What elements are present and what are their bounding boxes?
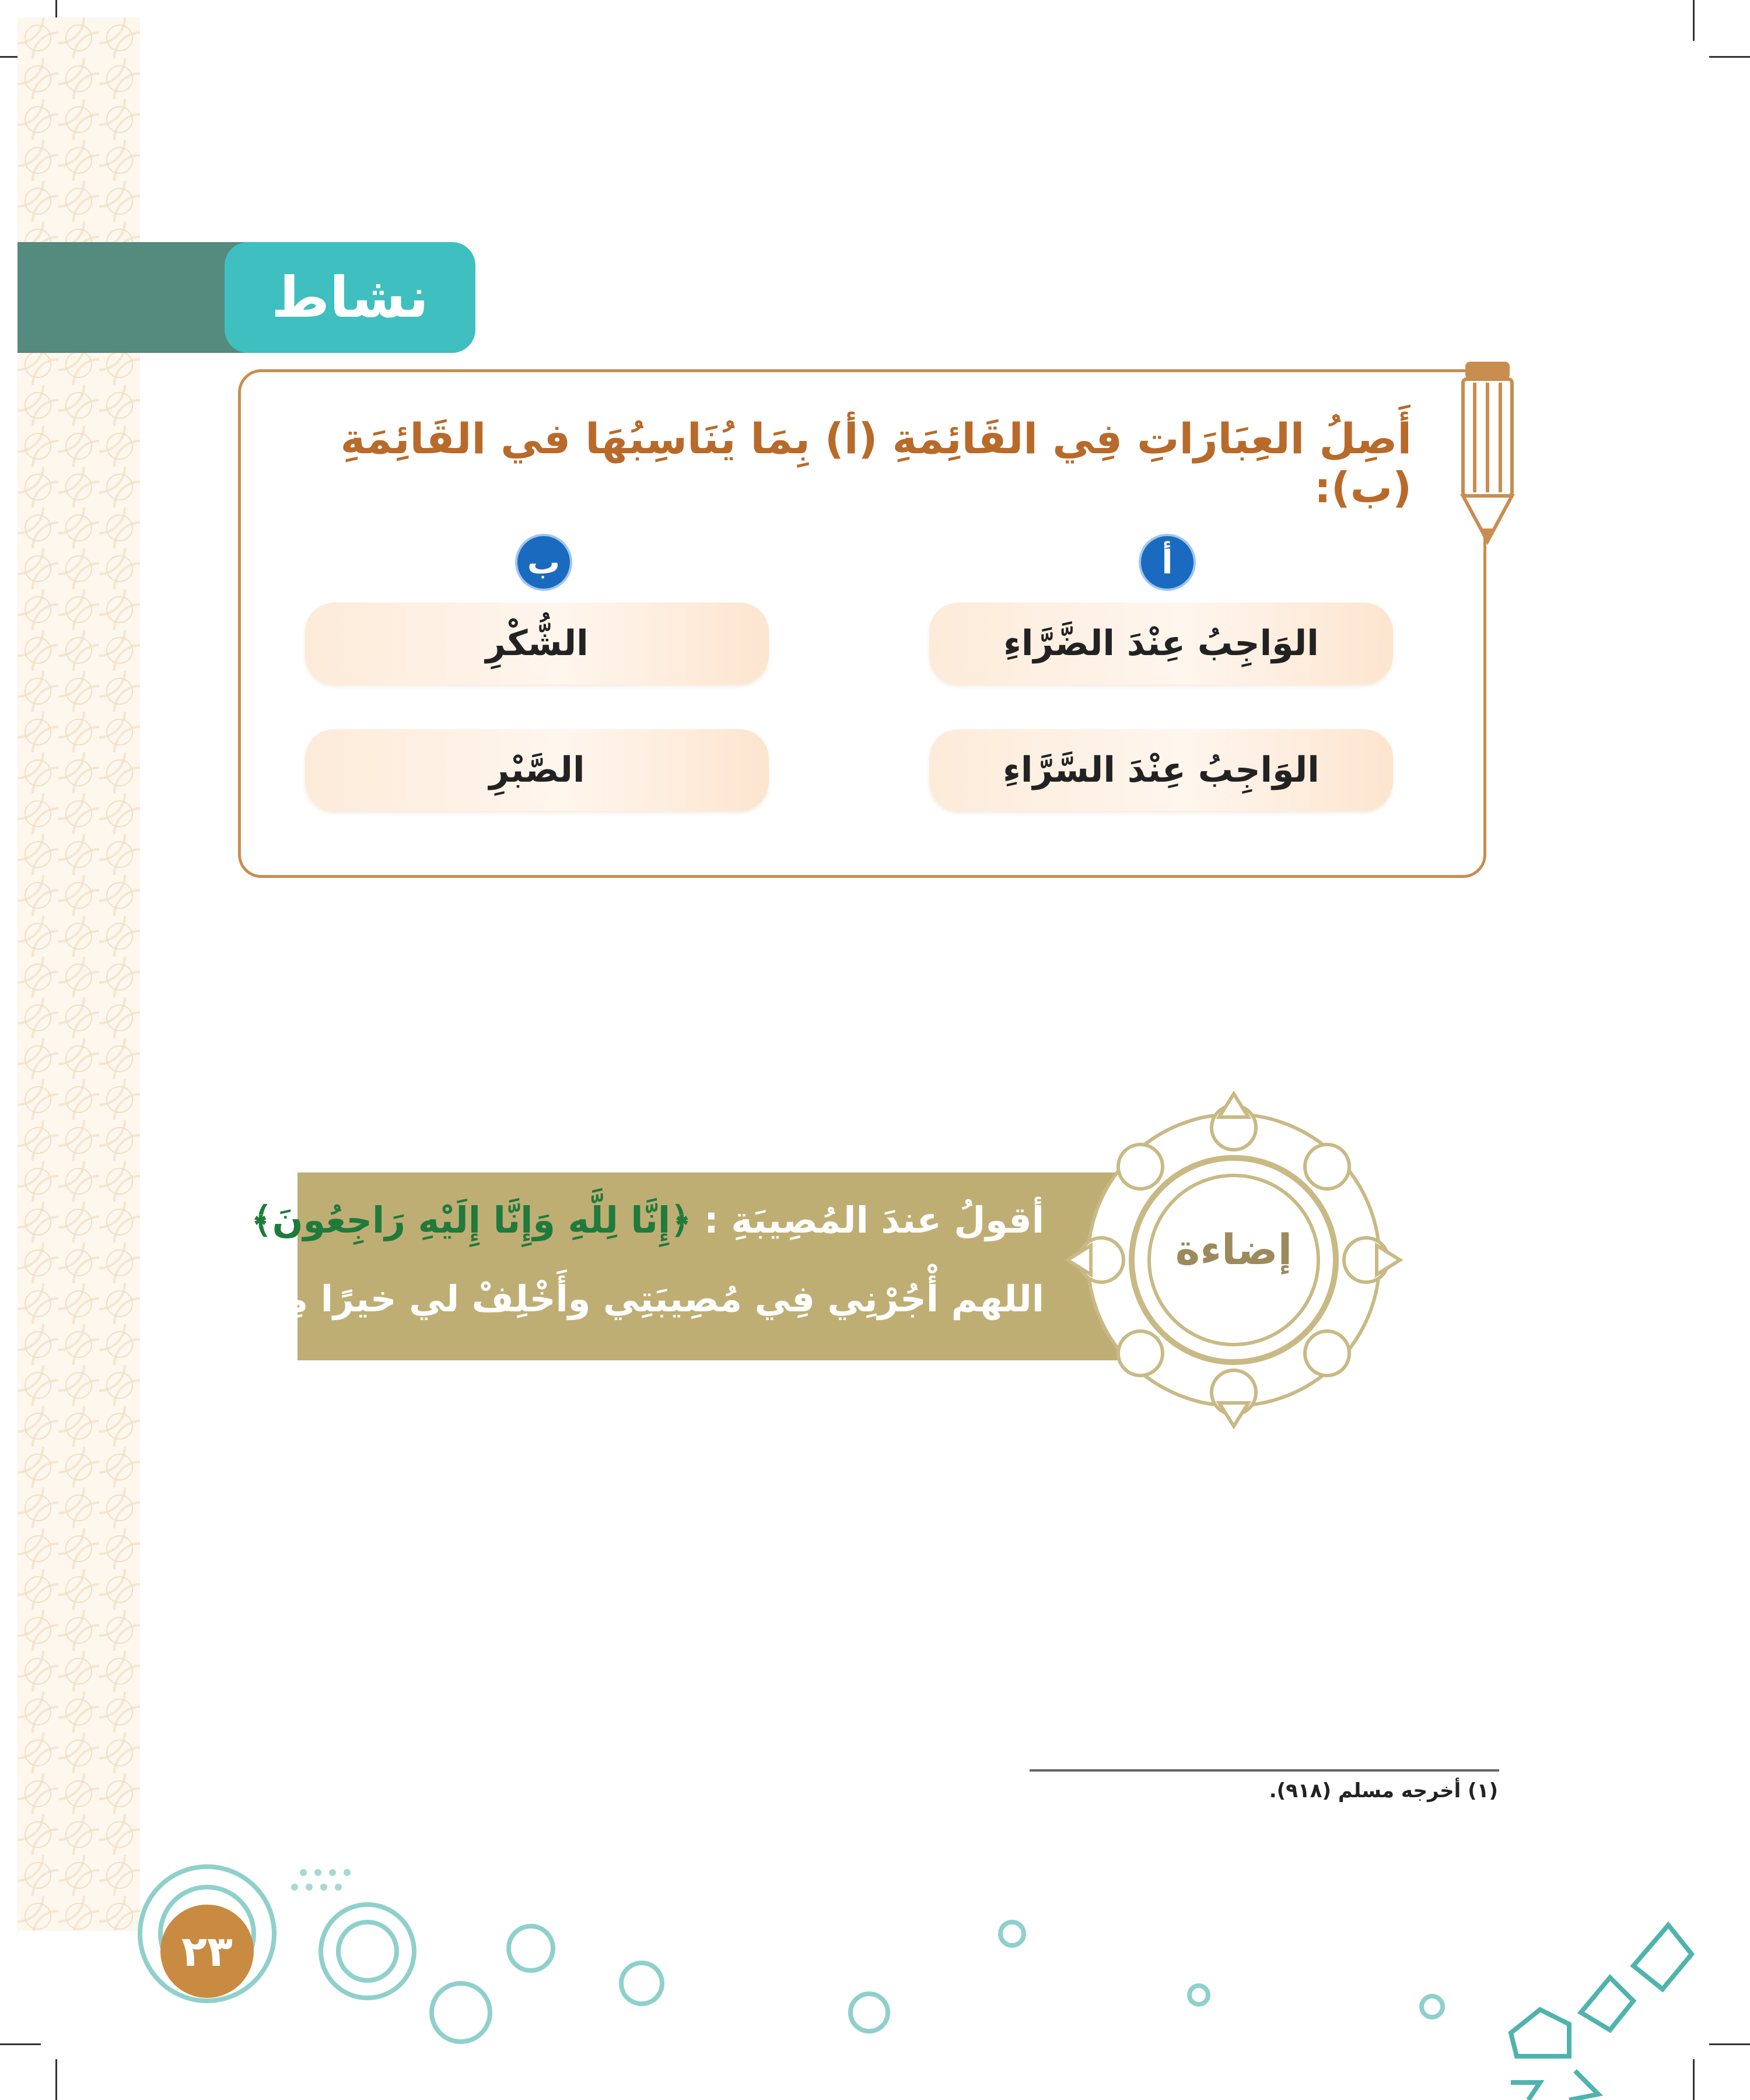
highlight-line-1	[251, 1199, 1044, 1241]
highlight-period: .	[164, 1278, 178, 1320]
page-number: ٢٣	[160, 1905, 254, 1998]
highlight-saying-intro: أقولُ عندَ المُصِيبَةِ :	[704, 1199, 1044, 1241]
highlight-label: إضاءة	[1175, 1225, 1293, 1274]
footnote-reference: (١)	[190, 1280, 221, 1304]
highlight-line-2	[164, 1278, 1044, 1320]
activity-tab-label: نشاط	[271, 265, 429, 330]
bottom-decoration	[0, 1838, 1750, 2100]
column-b-item[interactable]: الشُّكْرِ	[305, 603, 769, 684]
column-a-badge: أ	[1139, 534, 1196, 591]
crop-mark	[1693, 0, 1695, 41]
activity-tab	[225, 242, 475, 353]
pencil-icon	[1452, 356, 1522, 548]
column-a-item[interactable]: الوَاجِبُ عِنْدَ السَّرَّاءِ	[929, 729, 1393, 811]
column-a-item[interactable]: الوَاجِبُ عِنْدَ الضَّرَّاءِ	[929, 603, 1393, 684]
crop-mark	[1709, 56, 1750, 58]
footnote: (١) أخرجه مسلم (٩١٨).	[1269, 1779, 1498, 1803]
quran-verse: ﴿إِنَّا لِلَّهِ وَإِنَّا إِلَيْهِ رَاجِعُونَ﴾	[251, 1199, 692, 1241]
column-b-item[interactable]: الصَّبْرِ	[305, 729, 769, 811]
activity-instruction: أَصِلُ العِبَارَاتِ فِي القَائِمَةِ (أ) بِمَا يُنَاسِبُهَا في القَائِمَةِ (ب):	[340, 414, 1412, 512]
highlight-supplication: اللهم أْجُرْنِي فِي مُصِيبَتِي وأَخْلِفْ لي خيرًا مِنْهَا	[233, 1278, 1044, 1320]
column-b-badge: ب	[515, 534, 572, 591]
footnote-divider	[1030, 1769, 1499, 1772]
